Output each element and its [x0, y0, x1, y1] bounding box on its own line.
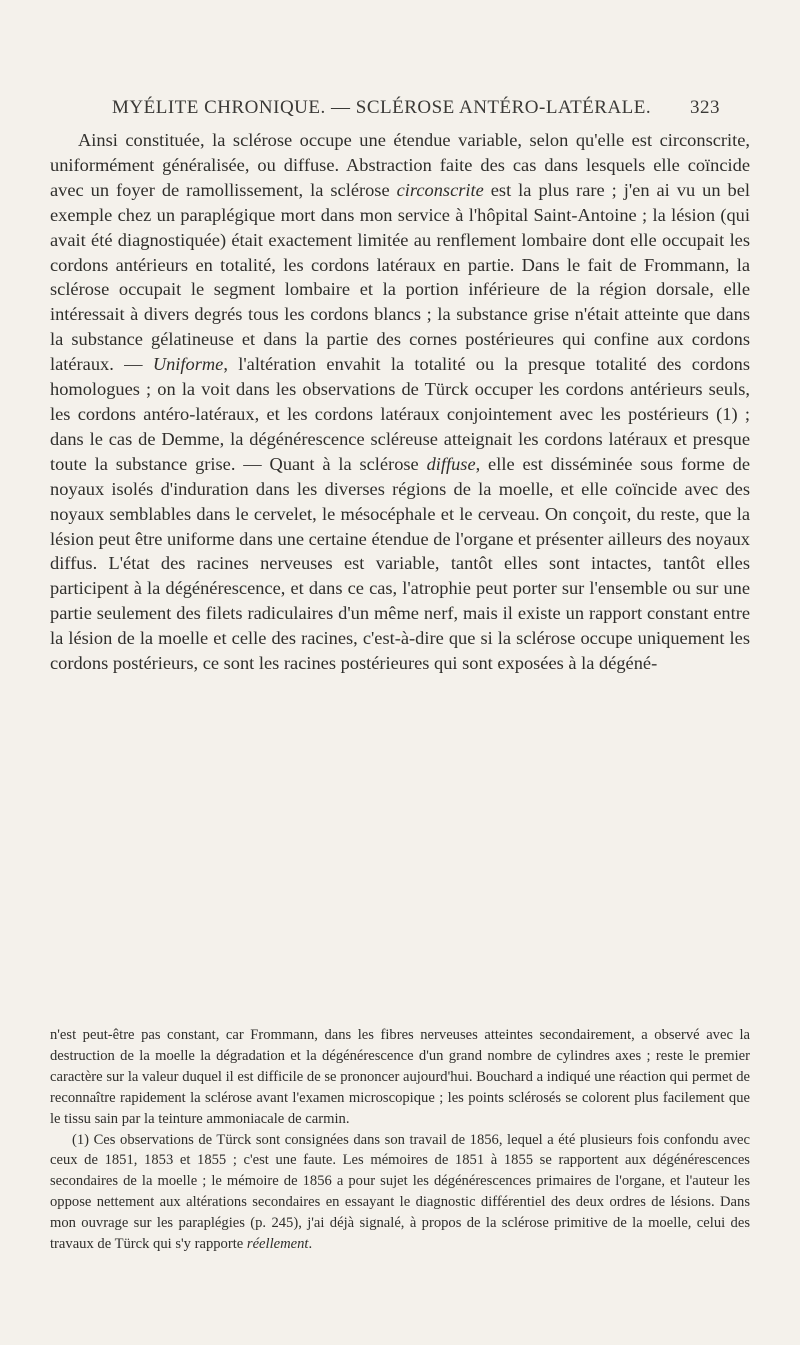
term-uniforme: Uniforme: [152, 354, 224, 375]
running-title: MYÉLITE CHRONIQUE. — SCLÉROSE ANTÉRO-LATÉRALE.: [112, 97, 652, 118]
footnote-1: [50, 1130, 750, 1255]
footnotes: [50, 1025, 750, 1255]
footnote-text-segment: .: [308, 1236, 313, 1253]
term-reellement: réellement: [246, 1236, 309, 1253]
term-diffuse: diffuse: [426, 453, 476, 474]
body-text-segment: , l'altération envahit la totalité ou la presque totalité des cordons homologues ; on la voit dans les observations de Türck occuper les cordons antérieurs seuls, les cordons antéro-latéraux, et les cordons latéraux conjointement avec les postérieurs (1) ; dans le cas de Demme, la dégénérescence scléreuse atteignait les cordons latéraux et presque toute la substance grise. — Quant à la sclérose: [50, 354, 750, 474]
footnote-text-segment: (1) Ces observations de Türck sont consignées dans son travail de 1856, lequel a été plusieurs fois confondu avec ceux de 1851, 1853 et 1855 ; c'est une faute. Les mémoires de 1851 à 1855 se rapportent aux dégénérescences secondaires de la moelle ; le mémoire de 1856 a pour sujet les dégénérescences primaires de l'organe, et l'auteur les oppose nettement aux altérations secondaires en essayant le diagnostic différentiel des deux ordres de lésions. Dans mon ouvrage sur les paraplégies (p. 245), j'ai déjà signalé, à propos de la sclérose primitive de la moelle, celui des travaux de Türck qui s'y rapporte: [50, 1131, 750, 1253]
running-header: [112, 97, 720, 123]
body-text-segment: Ainsi constituée, la sclérose occupe une étendue variable, selon qu'elle est circonscrite, uniformément généralisée, ou diffuse. Abstraction faite des cas dans lesquels elle coïncide avec un foyer de ramollissement, la sclérose: [50, 130, 750, 200]
footnote-continued: n'est peut-être pas constant, car Frommann, dans les fibres nerveuses atteintes secondairement, a observé avec la destruction de la moelle la dégradation et la dégénérescence d'un grand nombre de cylindres axes ; reste le premier caractère sur la valeur duquel il est difficile de se prononcer aujourd'hui. Bouchard a indiqué une réaction qui permet de reconnaître rapidement la sclérose avant l'examen microscopique ; les points sclérosés se colorent plus facilement que le tissu sain par la teinture ammoniacale de carmin.: [50, 1027, 750, 1127]
body-paragraph: [50, 128, 750, 676]
body-text-segment: est la plus rare ; j'en ai vu un bel exemple chez un paraplégique mort dans mon service à l'hôpital Saint-Antoine ; la lésion (qui avait été diagnostiquée) était exactement limitée au renflement lombaire dont elle occupait les cordons antérieurs en totalité, les cordons latéraux en partie. Dans le fait de Frommann, la sclérose occupait le segment lombaire et la portion inférieure de la région dorsale, elle intéressait à divers degrés tous les cordons blancs ; la substance grise n'était atteinte que dans la substance gélatineuse et dans la partie des cornes postérieures qui confine aux cordons latéraux. —: [50, 179, 750, 375]
term-circonscrite: circonscrite: [396, 179, 484, 200]
main-text: [50, 128, 750, 676]
body-text-segment: , elle est disséminée sous forme de noyaux isolés d'induration dans les diverses régions de la moelle, et elle coïncide avec des noyaux semblables dans le cervelet, le mésocéphale et le cerveau. On conçoit, du reste, que la lésion peut être uniforme dans une certaine étendue de l'organe et présenter ailleurs des noyaux diffus. L'état des racines nerveuses est variable, tantôt elles sont intactes, tantôt elles participent à la dégénérescence, et dans ce cas, l'atrophie peut porter sur l'ensemble ou sur une partie seulement des filets radiculaires d'un même nerf, mais il existe un rapport constant entre la lésion de la moelle et celle des racines, c'est-à-dire que si la sclérose occupe uniquement les cordons postérieurs, ce sont les racines postérieures qui sont exposées à la dégéné-: [50, 453, 750, 674]
page-number: 323: [690, 97, 720, 118]
